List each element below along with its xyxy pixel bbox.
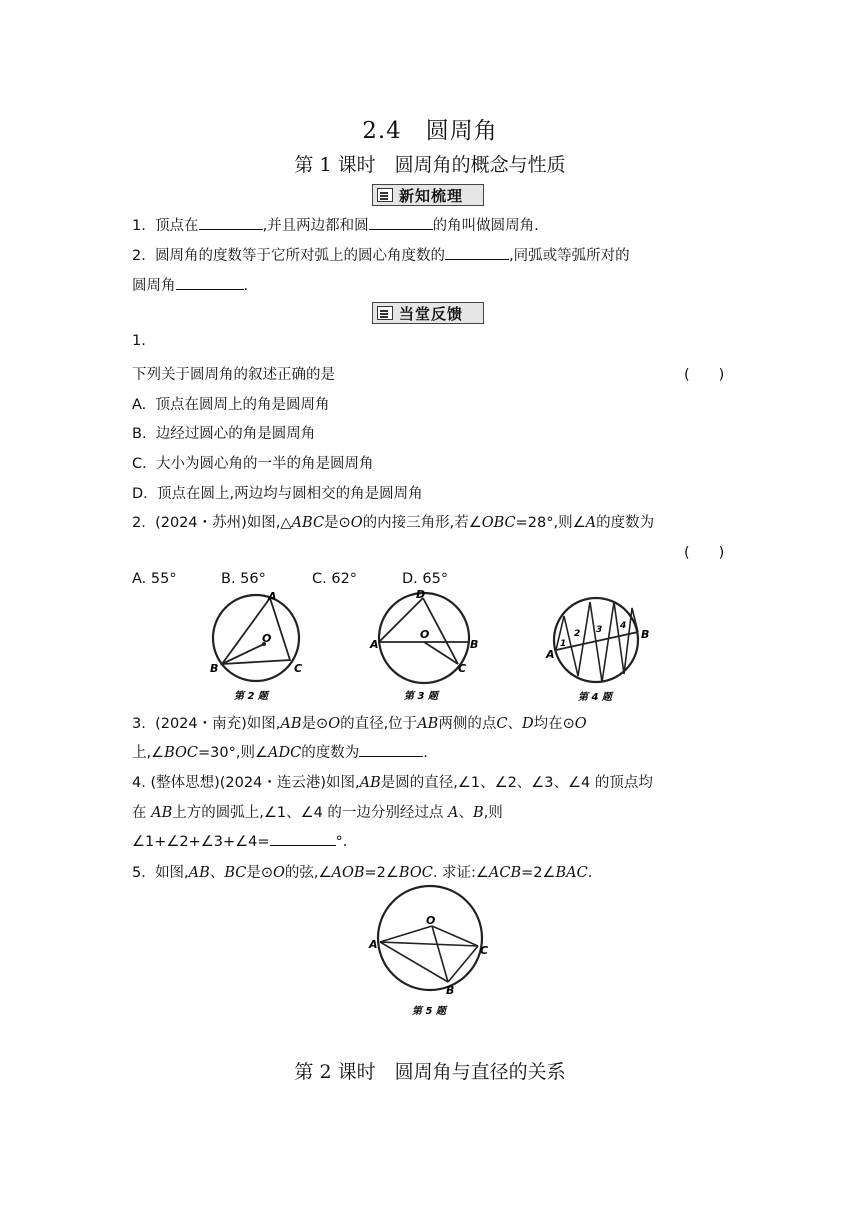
fig5-label-c: C xyxy=(480,944,489,957)
fig3-ad xyxy=(379,598,423,642)
knowledge-q2: 2. 圆周角的度数等于它所对弧上的圆心角度数的 ,同弧或等弧所对的 xyxy=(132,244,630,265)
feedback-q1-num: 1. xyxy=(132,333,146,349)
feedback-q1-paren: ( ) xyxy=(684,367,725,383)
feedback-q1-option-b: B. 边经过圆心的角是圆周角 xyxy=(132,426,316,442)
fig5-label-a: A xyxy=(369,938,378,951)
fig5-label-o: O xyxy=(426,914,436,927)
fig4-label-b: B xyxy=(641,628,650,641)
feedback-q2-option-c: C. 62° xyxy=(312,571,358,587)
figure-3 xyxy=(368,588,486,706)
banner-feedback xyxy=(372,302,484,324)
fig3-label-b: B xyxy=(470,638,479,651)
fig3-label-d: D xyxy=(416,588,426,601)
feedback-q2-option-d: D. 65° xyxy=(402,571,449,587)
fig4-label-a: A xyxy=(546,648,555,661)
fig2-circle xyxy=(213,595,299,681)
feedback-q1-option-c: C. 大小为圆心角的一半的角是圆周角 xyxy=(132,456,374,472)
knowledge-q2-line2: 圆周角 . xyxy=(132,274,248,295)
feedback-q2-stem: 2. (2024・苏州)如图,△ABC是⊙O的内接三角形,若∠OBC=28°,则∠A的度数为 xyxy=(132,515,655,531)
feedback-q1-option-a: A. 顶点在圆周上的角是圆周角 xyxy=(132,397,330,413)
figure-5 xyxy=(366,884,496,1020)
feedback-q1-option-d: D. 顶点在圆上,两边均与圆相交的角是圆周角 xyxy=(132,486,423,502)
fig3-label-a: A xyxy=(370,638,379,651)
feedback-q3-line1: 3. (2024・南充)如图,AB是⊙O的直径,位于AB两侧的点C、D均在⊙O xyxy=(132,716,587,732)
section2-title: 第 2 课时 圆周角与直径的关系 xyxy=(294,1061,566,1083)
feather-icon xyxy=(377,306,393,320)
fig2-label-a: A xyxy=(268,590,277,603)
feedback-q4-line3: ∠1+∠2+∠3+∠4= °. xyxy=(132,831,347,850)
page-title: 2.4 圆周角 xyxy=(362,118,498,144)
fig2-triangle xyxy=(222,598,290,664)
fig5-cb xyxy=(448,946,478,982)
fig3-label-o: O xyxy=(420,628,430,641)
banner-knowledge xyxy=(372,184,484,206)
fig5-oc xyxy=(432,926,478,946)
fig5-ao xyxy=(380,926,432,942)
fig5-caption: 第 5 题 xyxy=(412,1006,446,1017)
feedback-q2-option-a: A. 55° xyxy=(132,571,177,587)
knowledge-q1: 1. 顶点在 ,并且两边都和圆 的角叫做圆周角. xyxy=(132,214,539,235)
feedback-q5-stem: 5. 如图,AB、BC是⊙O的弦,∠AOB=2∠BOC. 求证:∠ACB=2∠BAC. xyxy=(132,865,593,881)
feedback-q3-line2: 上,∠BOC=30°,则∠ADC的度数为 . xyxy=(132,741,428,762)
fig2-label-b: B xyxy=(210,662,219,675)
fig3-label-c: C xyxy=(458,662,467,675)
feedback-q4-line1: 4. (整体思想)(2024・连云港)如图,AB是圆的直径,∠1、∠2、∠3、∠4 的顶点均 xyxy=(132,775,653,791)
feedback-q4-line2: 在 AB上方的圆弧上,∠1、∠4 的一边分别经过点 A、B,则 xyxy=(132,805,503,821)
fig4-label-1: 1 xyxy=(560,639,567,649)
fig5-ac xyxy=(380,942,478,946)
fig2-label-o: O xyxy=(262,632,272,645)
fig2-label-c: C xyxy=(294,662,303,675)
fig3-caption: 第 3 题 xyxy=(404,691,438,702)
book-icon xyxy=(377,188,393,202)
fig4-label-3: 3 xyxy=(596,625,603,635)
fig4-label-2: 2 xyxy=(574,629,581,639)
fig4-label-4: 4 xyxy=(620,621,627,631)
fig2-caption: 第 2 题 xyxy=(234,691,268,702)
banner-feedback-label: 当堂反馈 xyxy=(399,304,464,323)
fig5-label-b: B xyxy=(446,984,455,997)
feedback-q1-stem: 下列关于圆周角的叙述正确的是 xyxy=(132,367,335,383)
feedback-q2-paren: ( ) xyxy=(684,545,725,561)
lesson-subtitle: 第 1 课时 圆周角的概念与性质 xyxy=(294,154,566,176)
banner-knowledge-label: 新知梳理 xyxy=(399,186,464,205)
figure-4 xyxy=(544,596,662,708)
fig4-caption: 第 4 题 xyxy=(578,692,612,703)
figure-2 xyxy=(200,588,310,706)
feedback-q2-option-b: B. 56° xyxy=(221,571,266,587)
